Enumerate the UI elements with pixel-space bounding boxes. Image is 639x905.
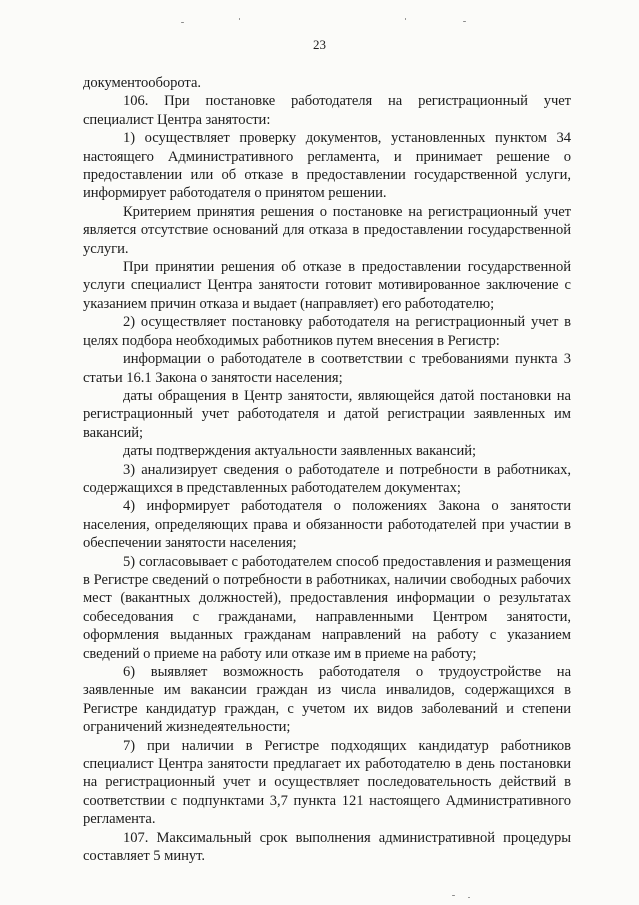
paragraph: 7) при наличии в Регистре подходящих кандидатур работников специалист Центра занятости предлагает их работодателю в день постановки на регистрационный учет и осуществляет последовательность действий в соответствии с подпунктами 3,7 пункта 121 настоящего Административного регламента. [83, 737, 571, 828]
paragraph: 1) осуществляет проверку документов, установленных пунктом 34 настоящего Административного регламента, и принимает решение о предоставлении или об отказе в предоставлении государственной услуги, информирует работодателя о принятом решении. [83, 130, 571, 202]
paragraph: 3) анализирует сведения о работодателе и потребности в работниках, содержащихся в представленных работодателем документах; [83, 461, 571, 496]
paragraph: информации о работодателе в соответствии с требованиями пункта 3 статьи 16.1 Закона о занятости населения; [83, 351, 571, 386]
paragraph: 6) выявляет возможность работодателя о трудоустройстве на заявленные им вакансии граждан из числа инвалидов, содержащихся в Регистре кандидатур граждан, с учетом их видов заболеваний и степени ограничений жизнедеятельности; [83, 664, 571, 736]
document-body [83, 74, 571, 865]
scan-speck [239, 18, 240, 20]
scan-speck [181, 22, 184, 23]
paragraph: 106. При постановке работодателя на регистрационный учет специалист Центра занятости: [83, 93, 571, 128]
scan-speck [468, 897, 470, 898]
scan-speck [405, 18, 406, 20]
paragraph: 4) информирует работодателя о положениях Закона о занятости населения, определяющих права и обязанности работодателей при участии в обеспечении занятости населения; [83, 498, 571, 552]
paragraph: даты подтверждения актуальности заявленных вакансий; [123, 443, 477, 460]
scan-speck [463, 21, 466, 22]
paragraph: даты обращения в Центр занятости, являющейся датой постановки на регистрационный учет работодателя и датой регистрации заявленных им вакансий; [83, 387, 571, 441]
paragraph: При принятии решения об отказе в предоставлении государственной услуги специалист Центра занятости готовит мотивированное заключение с указанием причин отказа и выдает (направляет) его работодателю; [83, 259, 571, 312]
paragraph: документооборота. [83, 75, 201, 91]
paragraph: 2) осуществляет постановку работодателя на регистрационный учет в целях подбора необходимых работников путем внесения в Регистр: [83, 314, 571, 349]
page-number: 23 [313, 37, 326, 52]
scan-speck [452, 895, 455, 896]
paragraph: 5) согласовывает с работодателем способ предоставления и размещения в Регистре сведений о потребности в работниках, наличии свободных рабочих мест (вакантных должностей), предоставления информации о результатах собеседования с гражданами, направленными Центром занятости, оформления выданных гражданам направлений на работу с указанием сведений о приеме на работу или отказе им в приеме на работу; [83, 553, 571, 662]
paragraph: 107. Максимальный срок выполнения административной процедуры составляет 5 минут. [83, 829, 571, 865]
paragraph: Критерием принятия решения о постановке на регистрационный учет является отсутствие оснований для отказа в предоставлении государственной услуги. [83, 203, 571, 257]
